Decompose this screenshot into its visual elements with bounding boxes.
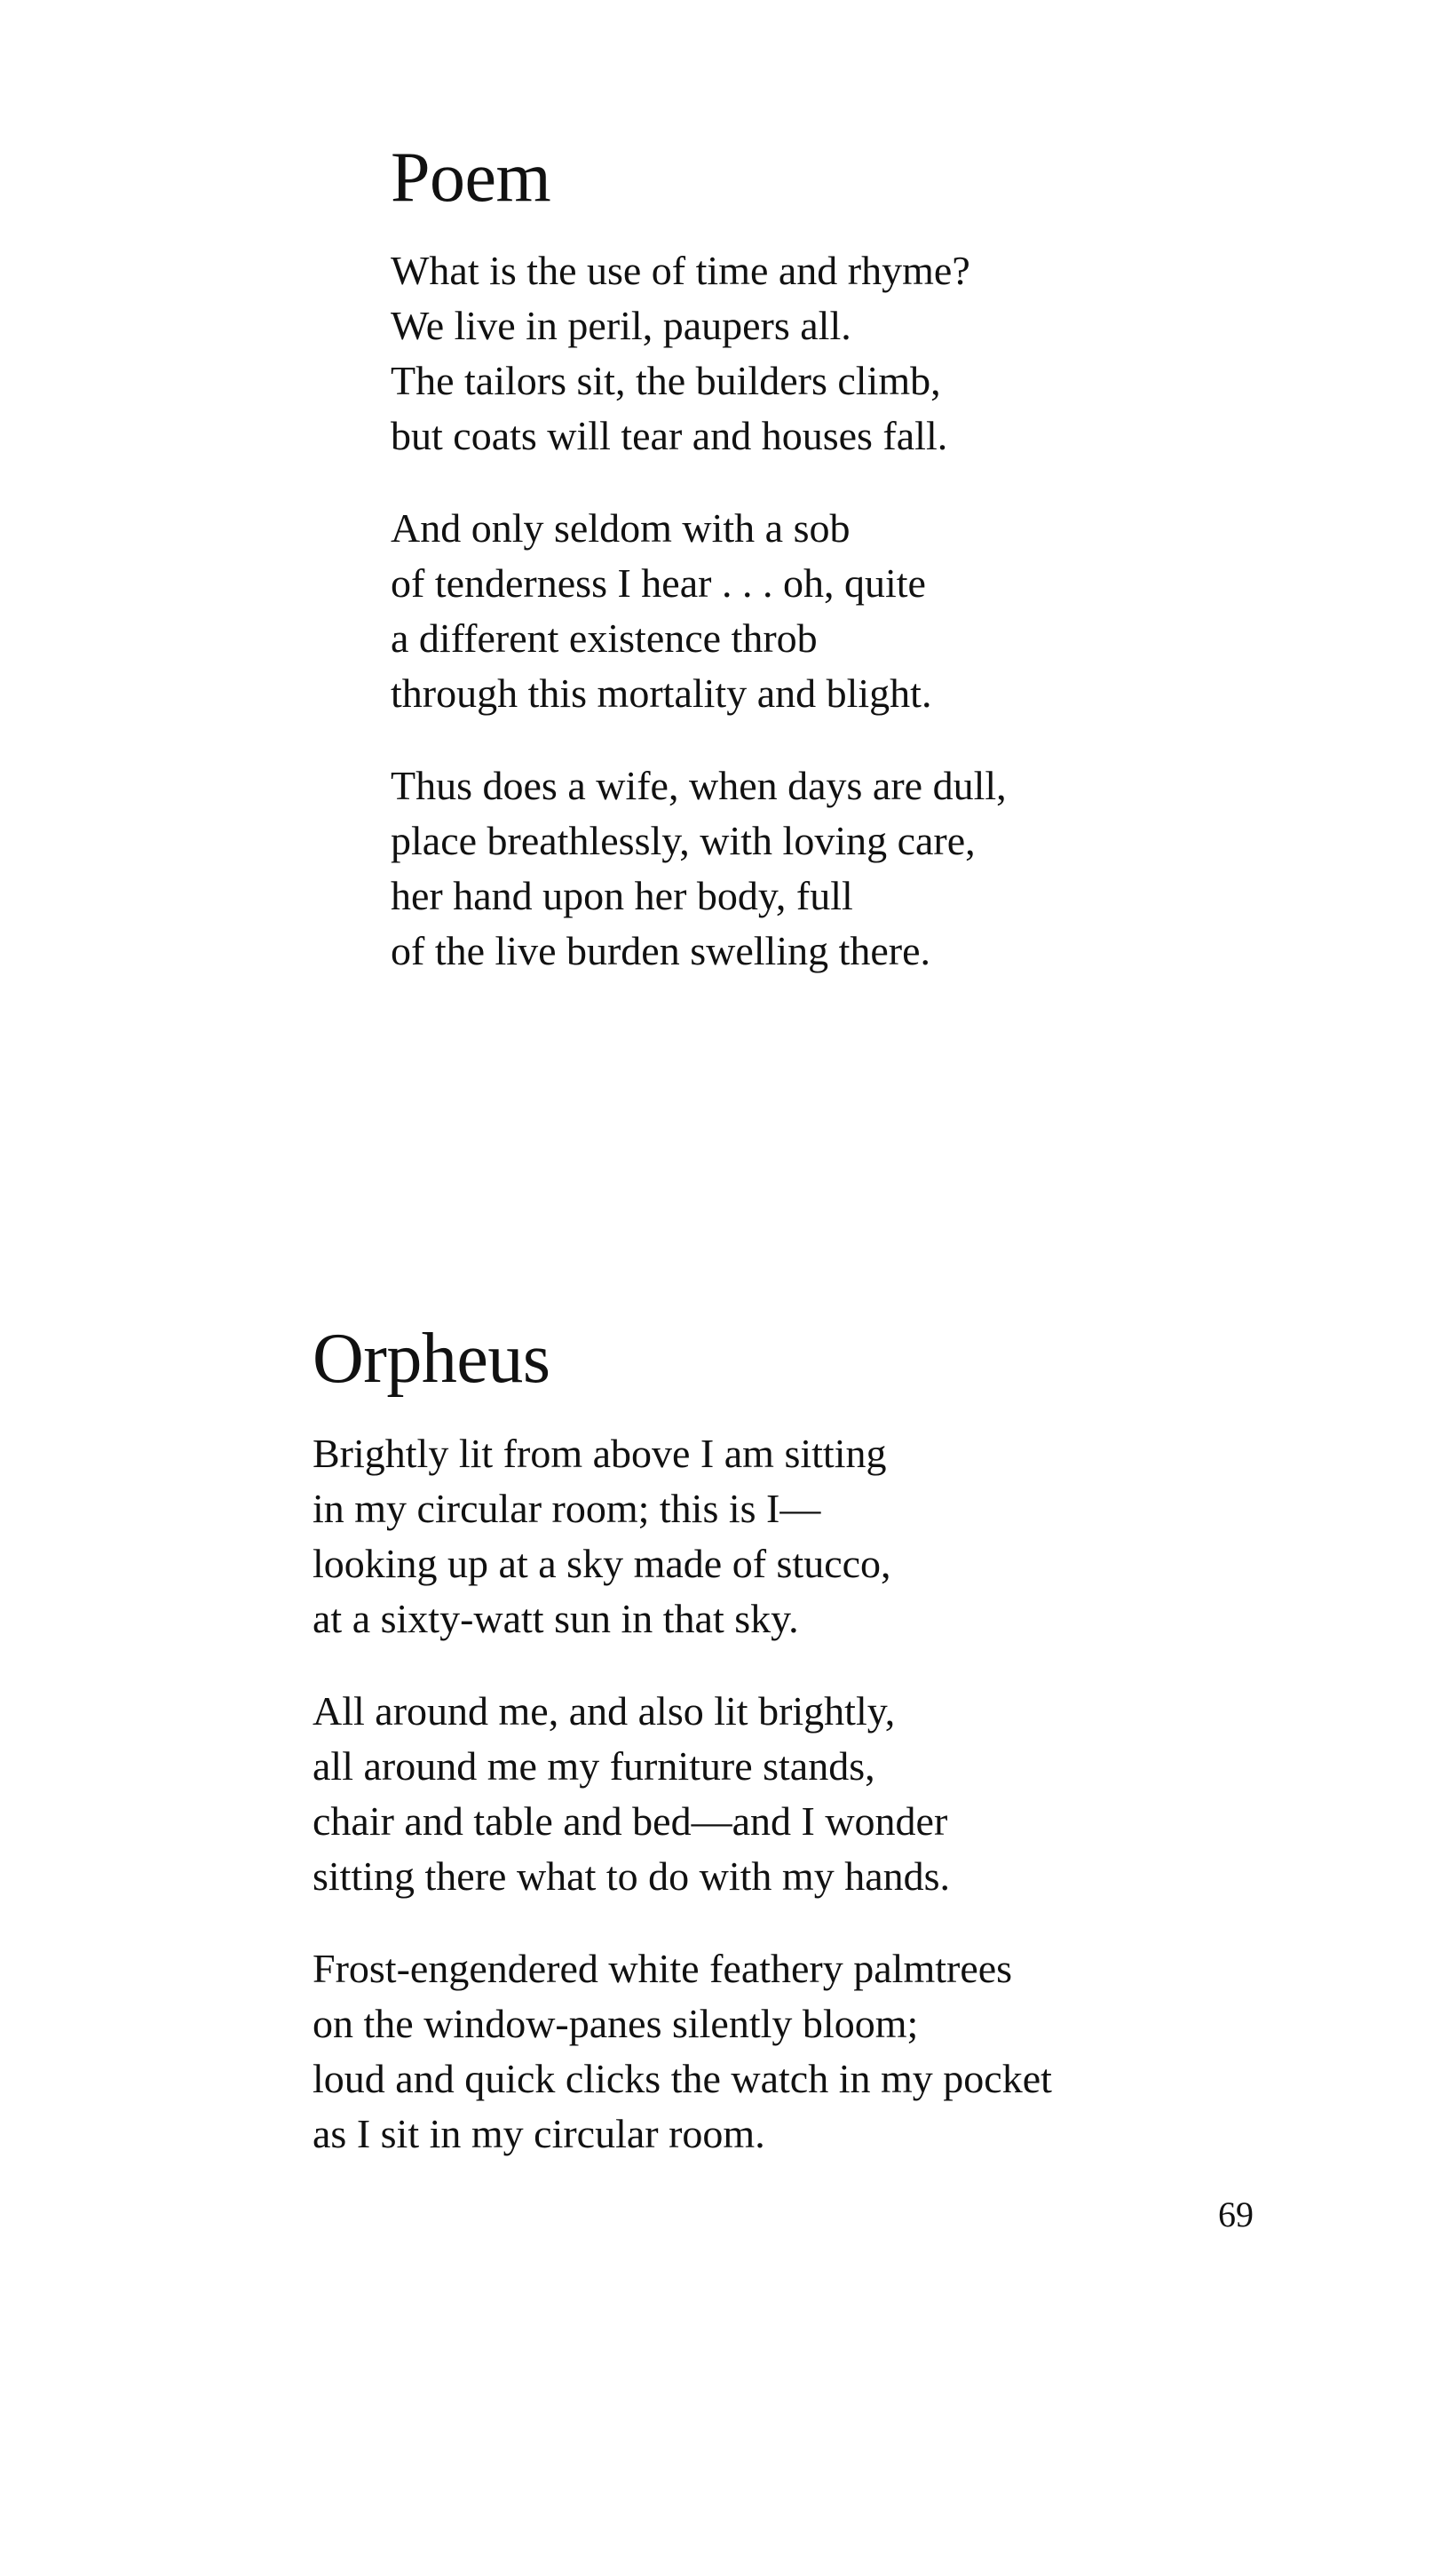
- poem-line: All around me, and also lit brightly,: [313, 1688, 896, 1734]
- poem-line: We live in peril, paupers all.: [391, 303, 851, 348]
- poem-line: on the window-panes silently bloom;: [313, 2001, 919, 2046]
- poem-line: of the live burden swelling there.: [391, 928, 931, 973]
- poem-line: as I sit in my circular room.: [313, 2111, 765, 2156]
- stanza: [391, 501, 1007, 721]
- stanza: [391, 243, 1007, 464]
- poem-line: Brightly lit from above I am sitting: [313, 1431, 887, 1476]
- poem-line: loud and quick clicks the watch in my pocket: [313, 2056, 1052, 2101]
- page-number: 69: [1218, 2194, 1254, 2234]
- stanza: [313, 1684, 1052, 1904]
- poem-line: looking up at a sky made of stucco,: [313, 1541, 891, 1586]
- poem-line: The tailors sit, the builders climb,: [391, 358, 941, 403]
- poem-block: [313, 1320, 1052, 2162]
- poem-line: at a sixty-watt sun in that sky.: [313, 1596, 799, 1641]
- poem-line: but coats will tear and houses fall.: [391, 413, 948, 458]
- poem-line: in my circular room; this is I—: [313, 1486, 821, 1531]
- poem-line: place breathlessly, with loving care,: [391, 818, 976, 863]
- poem-line: And only seldom with a sob: [391, 505, 851, 551]
- poem-line: Thus does a wife, when days are dull,: [391, 763, 1007, 808]
- poem-line: her hand upon her body, full: [391, 873, 853, 918]
- poem-line: all around me my furniture stands,: [313, 1743, 875, 1789]
- stanza: [313, 1941, 1052, 2162]
- poem-block: [391, 139, 1007, 979]
- poem-line: What is the use of time and rhyme?: [391, 248, 970, 293]
- poem-line: chair and table and bed—and I wonder: [313, 1798, 948, 1844]
- poem-line: a different existence throb: [391, 615, 818, 661]
- poem-line: sitting there what to do with my hands.: [313, 1853, 951, 1899]
- poem-title: Orpheus: [313, 1320, 550, 1398]
- stanza: [313, 1426, 1052, 1647]
- poem-line: of tenderness I hear . . . oh, quite: [391, 560, 926, 606]
- poem-title: Poem: [391, 139, 551, 217]
- poem-line: Frost-engendered white feathery palmtrees: [313, 1946, 1013, 1991]
- stanza: [391, 758, 1007, 979]
- poem-line: through this mortality and blight.: [391, 671, 932, 716]
